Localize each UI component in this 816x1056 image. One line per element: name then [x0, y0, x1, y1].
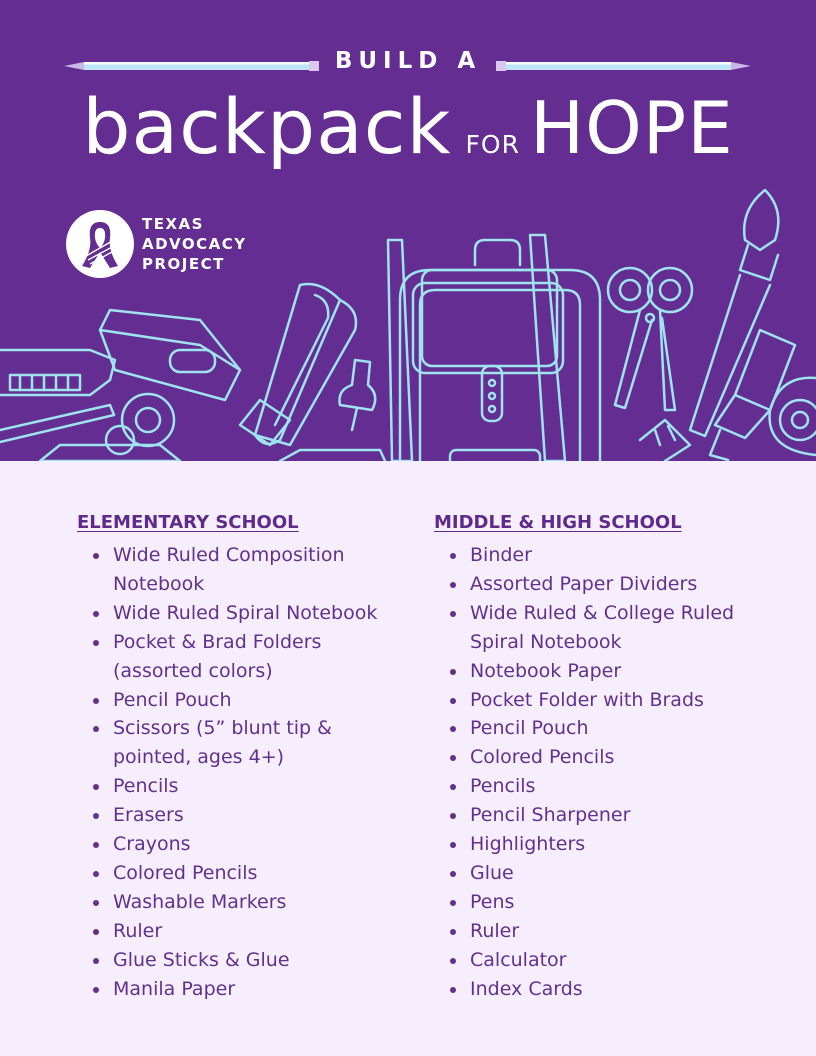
logo-line-project: PROJECT: [142, 255, 225, 273]
list-item: Washable Markers: [77, 888, 412, 917]
list-item: Erasers: [77, 801, 412, 830]
list-item: Crayons: [77, 830, 412, 859]
list-item: Pencils: [434, 772, 774, 801]
list-item: Pocket Folder with Brads: [434, 686, 774, 715]
middle-high-list-section: [434, 512, 774, 1004]
list-item: Ruler: [77, 917, 412, 946]
ribbon-icon: [66, 210, 134, 278]
list-item: Ruler: [434, 917, 774, 946]
middle-high-heading: MIDDLE & HIGH SCHOOL: [434, 512, 682, 533]
logo-text: [142, 214, 247, 274]
list-item: Pencil Pouch: [434, 714, 774, 743]
utility-knife-icon: [0, 350, 115, 395]
list-item: Highlighters: [434, 830, 774, 859]
title-backpack: backpack: [82, 82, 452, 171]
title-hope: HOPE: [529, 86, 734, 170]
title-for: FOR: [465, 130, 520, 159]
tape-roll-icon: [122, 394, 174, 446]
kicker-text: BUILD A: [334, 48, 482, 74]
list-item: Colored Pencils: [434, 743, 774, 772]
paintbrush-icon: [690, 190, 778, 436]
elementary-supply-list: [77, 541, 412, 1004]
push-pin-icon: [340, 360, 376, 430]
binder-clip-icon: [640, 420, 690, 461]
list-item: Scissors (5” blunt tip & pointed, ages 4+): [77, 714, 412, 772]
scissors-icon: [608, 268, 692, 410]
list-item: Assorted Paper Dividers: [434, 570, 774, 599]
list-item: Pocket & Brad Folders (assorted colors): [77, 628, 412, 686]
list-item: Manila Paper: [77, 975, 412, 1004]
list-item: Glue Sticks & Glue: [77, 946, 412, 975]
list-item: Pencil Sharpener: [434, 801, 774, 830]
logo-line-texas: TEXAS: [142, 215, 204, 233]
list-item: Pens: [434, 888, 774, 917]
list-item: Colored Pencils: [77, 859, 412, 888]
list-item: Wide Ruled Composition Notebook: [77, 541, 412, 599]
list-item: Notebook Paper: [434, 657, 774, 686]
eraser-icon: [100, 310, 240, 400]
list-item: Wide Ruled Spiral Notebook: [77, 599, 412, 628]
stapler-icon: [240, 284, 356, 445]
pen-icon: [0, 405, 114, 442]
list-item: Binder: [434, 541, 774, 570]
list-item: Glue: [434, 859, 774, 888]
header-banner: [0, 0, 816, 461]
elementary-heading: ELEMENTARY SCHOOL: [77, 512, 299, 533]
list-item: Wide Ruled & College Ruled Spiral Notebook: [434, 599, 774, 657]
backpack-icon: [388, 235, 600, 461]
logo-line-advocacy: ADVOCACY: [142, 235, 247, 253]
list-item: Pencils: [77, 772, 412, 801]
list-item: Pencil Pouch: [77, 686, 412, 715]
elementary-list-section: [77, 512, 412, 1004]
middle-high-supply-list: [434, 541, 774, 1004]
list-item: Index Cards: [434, 975, 774, 1004]
ruler-icon: [280, 450, 385, 461]
texas-advocacy-project-logo: [66, 210, 247, 278]
tape-dispenser-icon: [770, 378, 816, 455]
list-item: Calculator: [434, 946, 774, 975]
